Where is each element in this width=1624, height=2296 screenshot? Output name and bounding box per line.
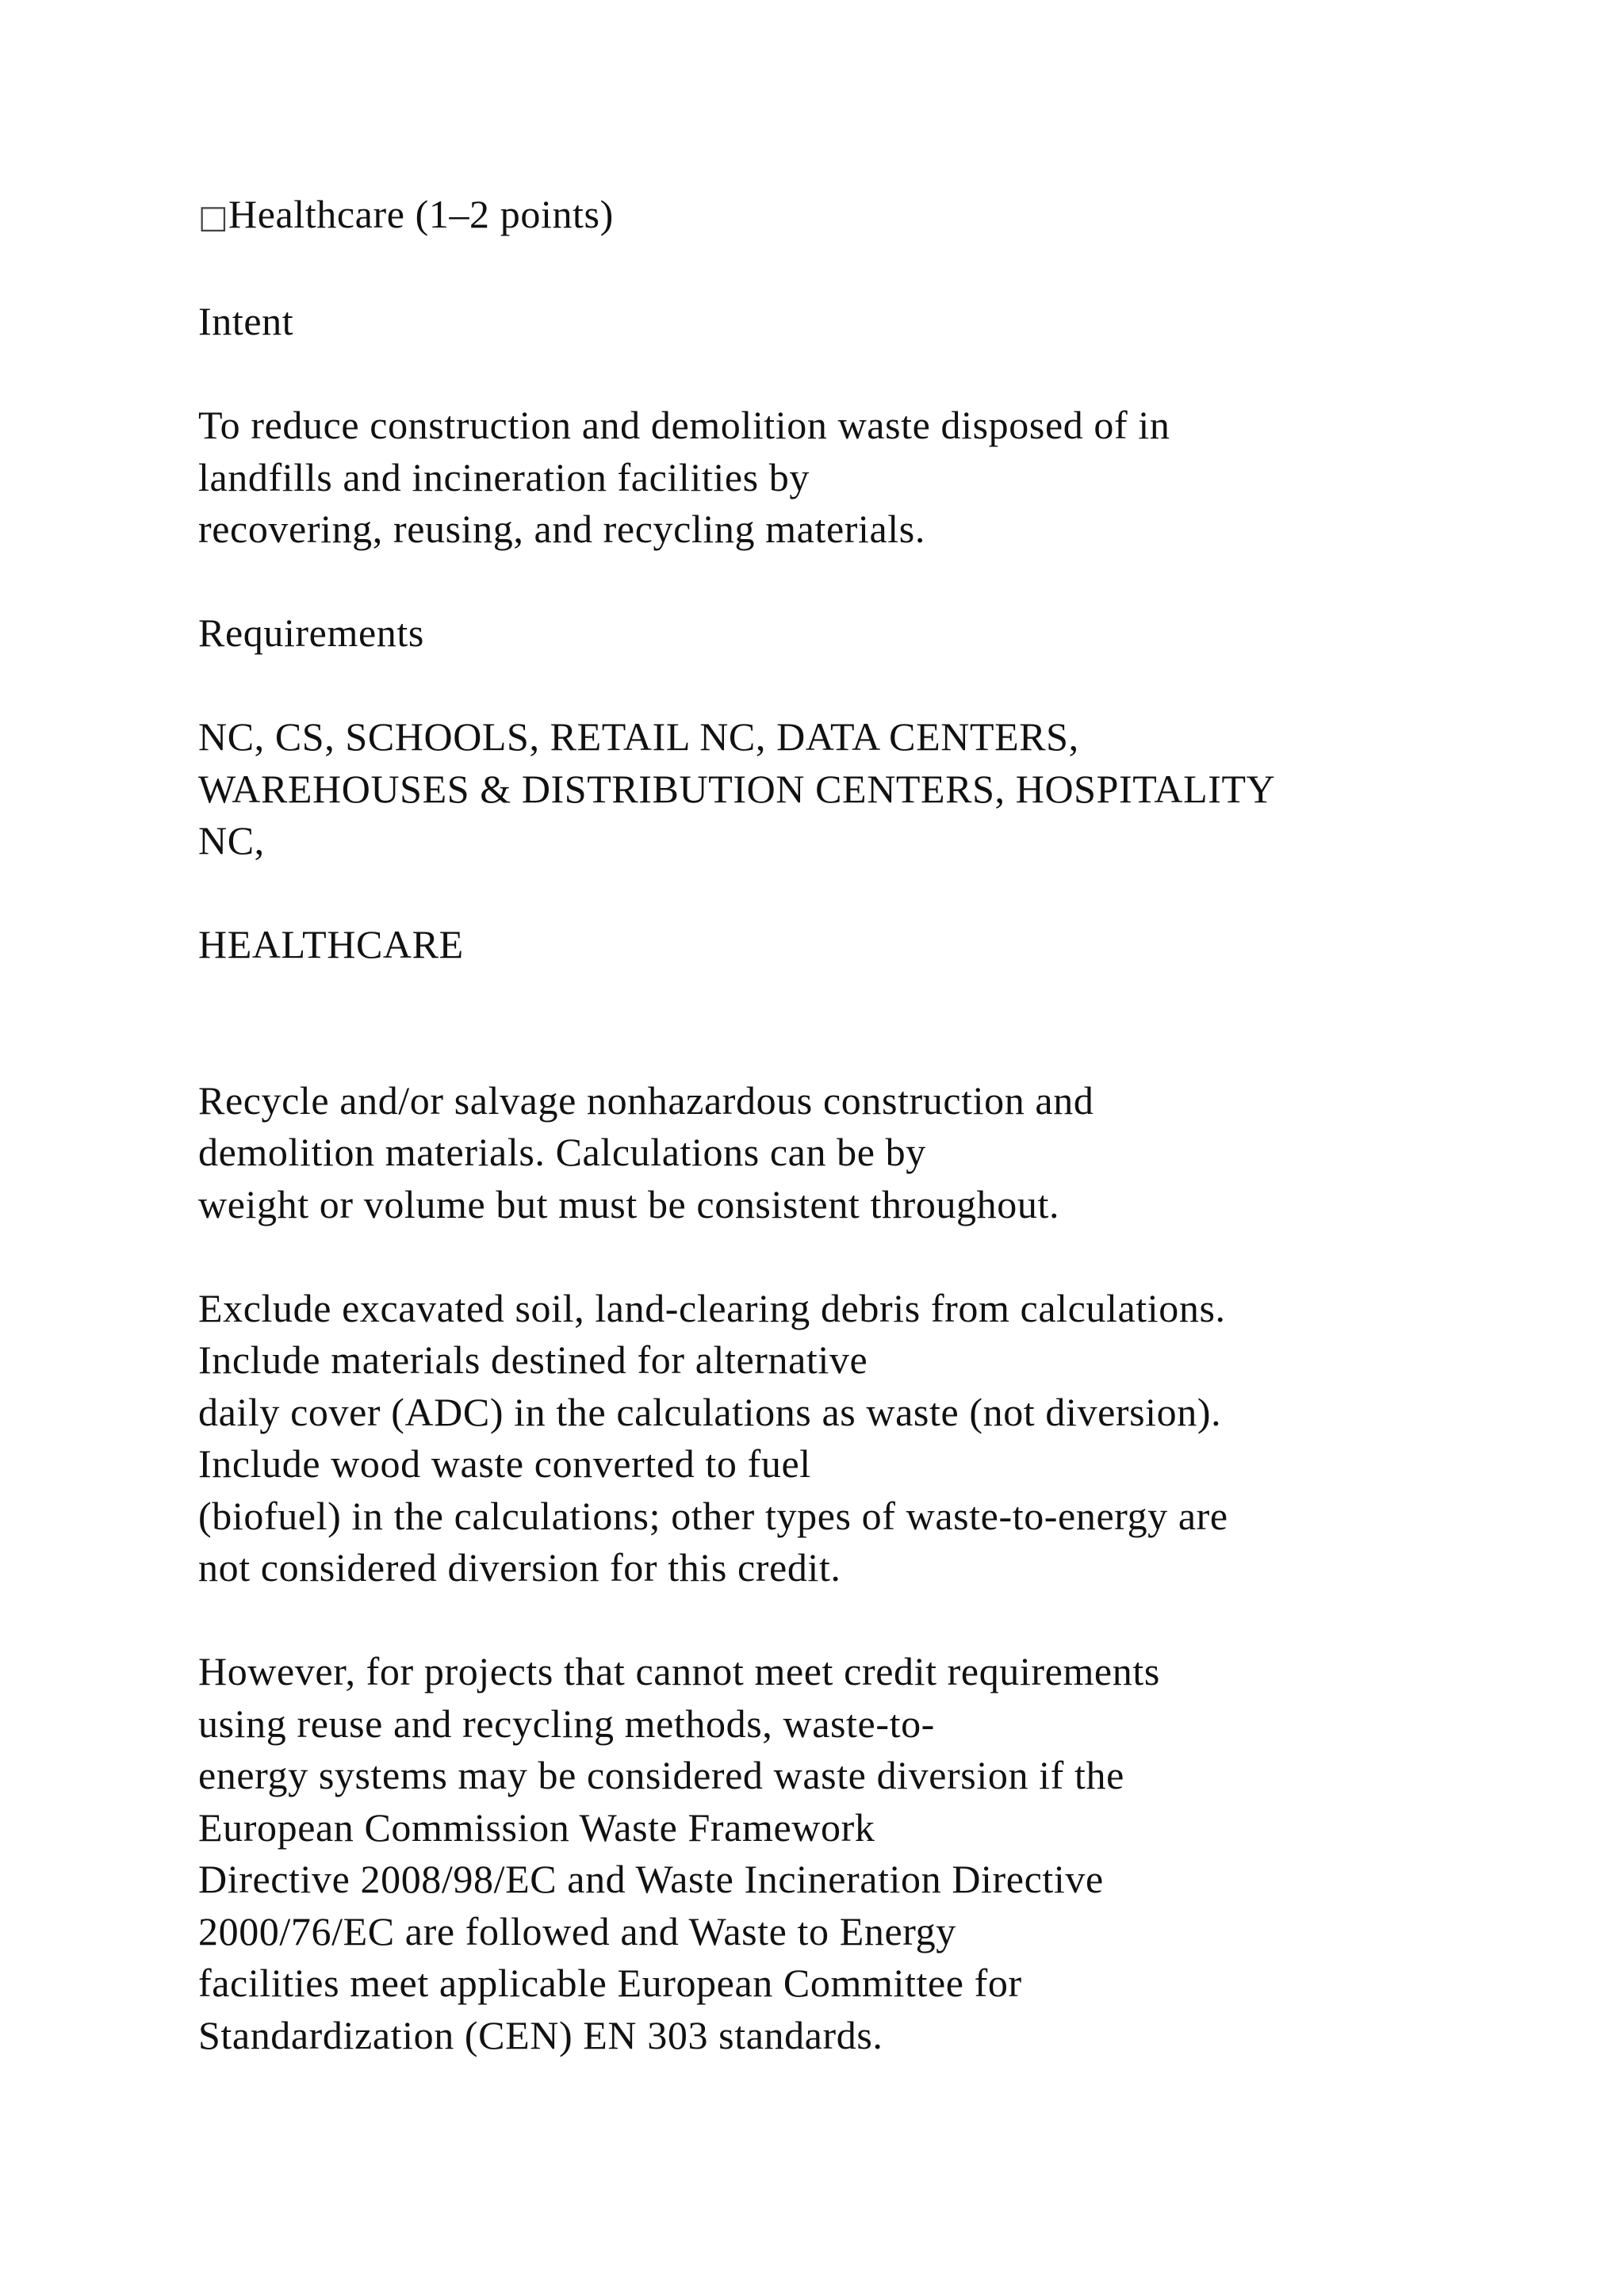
intent-line: recovering, reusing, and recycling materials. — [198, 507, 925, 551]
paragraph-line: demolition materials. Calculations can be by — [198, 1130, 926, 1174]
paragraph-line: (biofuel) in the calculations; other types of waste-to-energy are — [198, 1493, 1228, 1538]
paragraph-line: Include materials destined for alternative — [198, 1337, 868, 1382]
paragraph-line: European Commission Waste Framework — [198, 1804, 875, 1850]
requirement-paragraph-2 — [198, 1283, 1546, 1594]
checkbox-icon: □ — [198, 199, 229, 235]
paragraph-line: not considered diversion for this credit. — [198, 1545, 841, 1590]
paragraph-line: weight or volume but must be consistent throughout. — [198, 1181, 1060, 1226]
paragraph-line: 2000/76/EC are followed and Waste to Energy — [198, 1908, 956, 1954]
project-types-line: WAREHOUSES & DISTRIBUTION CENTERS, HOSPITALITY — [198, 766, 1276, 811]
paragraph-line: Include wood waste converted to fuel — [198, 1441, 811, 1486]
project-types-paragraph — [198, 711, 1546, 867]
paragraph-line: facilities meet applicable European Committee for — [198, 1961, 1022, 2005]
paragraph-line: using reuse and recycling methods, waste-to- — [198, 1701, 935, 1746]
paragraph-line: Recycle and/or salvage nonhazardous construction and — [198, 1077, 1094, 1123]
document-body — [198, 189, 1546, 2114]
paragraph-line: Exclude excavated soil, land-clearing debris from calculations. — [198, 1285, 1226, 1330]
intent-label: Intent — [198, 299, 294, 343]
intent-paragraph — [198, 400, 1546, 556]
paragraph-line: energy systems may be considered waste diversion if the — [198, 1753, 1124, 1797]
healthcare-label: HEALTHCARE — [198, 922, 464, 966]
credit-heading-text: Healthcare (1–2 points) — [228, 192, 614, 236]
credit-heading — [198, 189, 1546, 244]
requirements-label: Requirements — [198, 610, 424, 655]
paragraph-line: Directive 2008/98/EC and Waste Incineration Directive — [198, 1857, 1104, 1901]
requirement-paragraph-3 — [198, 1646, 1546, 2061]
paragraph-line: However, for projects that cannot meet credit requirements — [198, 1649, 1160, 1693]
paragraph-line: daily cover (ADC) in the calculations as waste (not diversion). — [198, 1389, 1222, 1434]
intent-line: To reduce construction and demolition waste disposed of in — [198, 403, 1170, 447]
paragraph-line: Standardization (CEN) EN 303 standards. — [198, 2012, 883, 2057]
project-types-line: NC, — [198, 818, 265, 863]
intent-line: landfills and incineration facilities by — [198, 454, 810, 499]
requirement-paragraph-1 — [198, 1075, 1546, 1231]
project-types-line: NC, CS, SCHOOLS, RETAIL NC, DATA CENTERS, — [198, 714, 1079, 759]
